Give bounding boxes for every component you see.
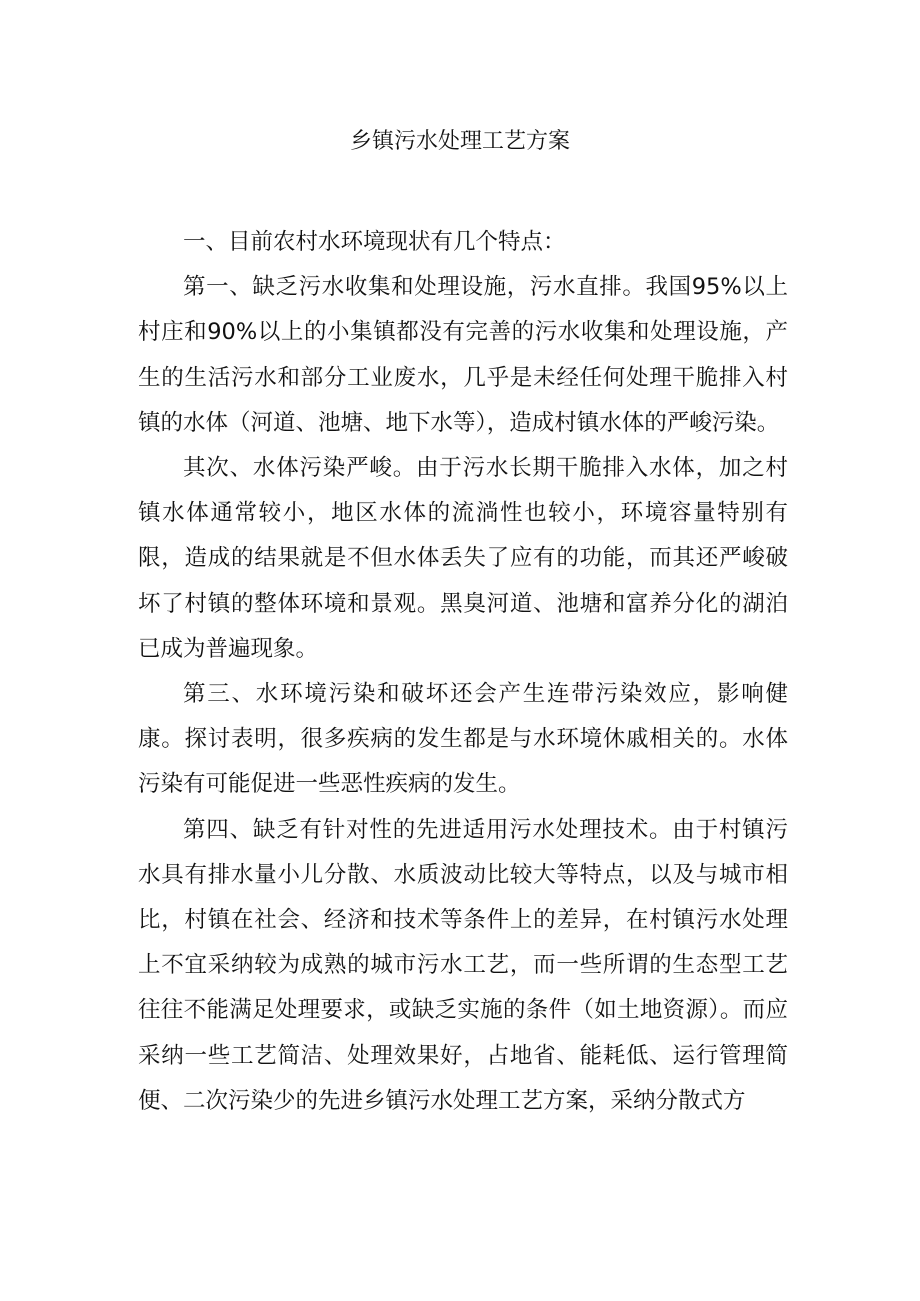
paragraph-second: 其次、水体污染严峻。由于污水长期干脆排入水体，加之村镇水体通常较小，地区水体的流淌性也较小，环境容量特别有限，造成的结果就是不但水体丢失了应有的功能，而其还严峻破坏了村镇的整体环境和景观。黑臭河道、池塘和富养分化的湖泊已成为普遍现象。 [138,455,788,662]
paragraph-third: 第三、水环境污染和破坏还会产生连带污染效应，影响健康。探讨表明，很多疾病的发生都是与水环境休戚相关的。水体污染有可能促进一些恶性疾病的发生。 [138,681,788,798]
paragraph-fourth: 第四、缺乏有针对性的先进适用污水处理技术。由于村镇污水具有排水量小儿分散、水质波动比较大等特点，以及与城市相比，村镇在社会、经济和技术等条件上的差异，在村镇污水处理上不宜采纳较为成熟的城市污水工艺，而一些所谓的生态型工艺往往不能满足处理要求，或缺乏实施的条件（如土地资源）。而应采纳一些工艺简洁、处理效果好，占地省、能耗低、运行管理简便、二次污染少的先进乡镇污水处理工艺方案，采纳分散式方 [138,816,788,1114]
section-heading: 一、目前农村水环境现状有几个特点： [183,229,566,255]
document-title: 乡镇污水处理工艺方案 [349,129,570,154]
paragraph-first: 第一、缺乏污水收集和处理设施，污水直排。我国95%以上村庄和90%以上的小集镇都没有完善的污水收集和处理设施，产生的生活污水和部分工业废水，几乎是未经任何处理干脆排入村镇的水体（河道、池塘、地下水等），造成村镇水体的严峻污染。 [138,274,788,436]
document-body [138,220,788,1124]
